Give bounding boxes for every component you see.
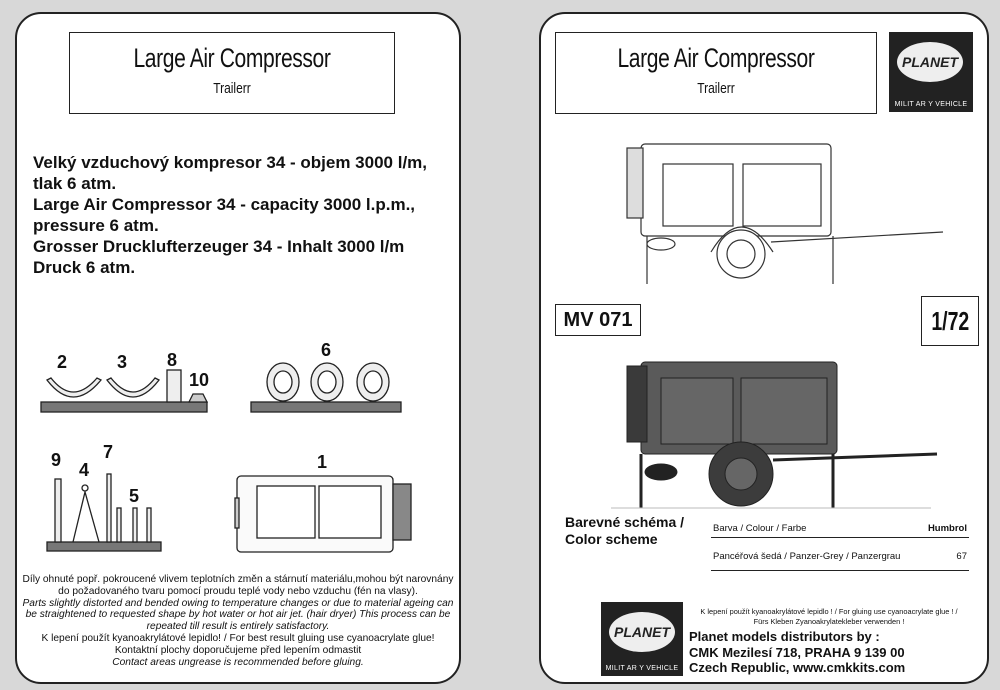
distributor-line: CMK Mezilesí 718, PRAHA 9 139 00 <box>689 644 905 660</box>
scale-value: 1/72 <box>931 306 969 336</box>
logo-text: PLANET <box>609 612 675 652</box>
description-line: Velký vzduchový kompresor 34 - objem 3000 l/m, <box>33 153 428 172</box>
parts-base-bar <box>41 402 207 412</box>
color-table-row <box>711 548 969 571</box>
line-drawing-side-view <box>627 144 943 284</box>
part-number: 8 <box>167 350 178 370</box>
distributor-line: Planet models distributors by : <box>689 629 880 644</box>
glue-note <box>681 607 977 627</box>
part-number: 9 <box>51 450 62 470</box>
note-glue: K lepení použít kyanoakrylátové lepidlo! / For best result gluing use cyanoacrylate glue! <box>41 632 435 644</box>
note-en: Parts slightly distorted and bended owing to temperature changes or due to material ageing can be straightened to requested shape by hot water or hot air jet. (hair dryer) This process can be repeated till result is entirely satisfactory. <box>22 597 454 633</box>
right-title: Large Air Compressor <box>617 43 815 73</box>
parts-base-bar <box>47 542 161 551</box>
header-humbrol: Humbrol <box>927 523 967 534</box>
color-table-header <box>711 520 969 538</box>
vehicle-drawings <box>541 14 987 682</box>
left-title: Large Air Compressor <box>133 43 331 73</box>
scheme-title-line: Barevné schéma / <box>565 514 685 530</box>
description-line: Grosser Drucklufterzeuger 34 - Inhalt 3000 l/m <box>33 237 405 256</box>
wheel-parts <box>267 363 389 401</box>
distributor-line: Czech Republic, www.cmkkits.com <box>689 660 906 675</box>
small-parts <box>55 474 151 542</box>
fender-part <box>47 378 101 397</box>
description-line: tlak 6 atm. <box>33 174 117 193</box>
description-line: Large Air Compressor 34 - capacity 3000 l.p.m., <box>33 195 416 214</box>
part-number: 4 <box>79 460 90 480</box>
kit-code: MV 071 <box>555 304 641 336</box>
note-cz-2: Kontaktní plochy doporučujeme před lepením odmastit <box>114 644 362 656</box>
humbrol-number: 67 <box>956 551 967 562</box>
part-number: 7 <box>103 442 114 462</box>
part-10 <box>189 394 207 402</box>
compressor-body-part <box>235 476 411 552</box>
note-en-2: Contact areas ungrease is recommended before gluing. <box>112 656 364 668</box>
glue-note-line: K lepení použít kyanoakrylátové lepidlo ! / For gluing use cyanoacrylate glue ! / <box>700 607 958 616</box>
part-number: 2 <box>57 352 68 372</box>
logo-strip: MILIT AR Y VEHICLE <box>605 665 679 672</box>
description-line: pressure 6 atm. <box>33 216 159 235</box>
part-8 <box>167 370 181 402</box>
vehicle-render <box>627 362 937 508</box>
part-number: 1 <box>317 452 328 472</box>
notes <box>21 574 455 668</box>
left-subtitle: Trailerr <box>213 80 251 97</box>
part-number: 10 <box>189 370 210 390</box>
note-cz: Díly ohnuté popř. pokroucené vlivem teplotních změn a stárnutí materiálu,mohou být narovnány do požadovaného tvaru pomocí proudu teplé vody nebo vzduchu (fén na vlasy). <box>22 574 454 597</box>
color-scheme-title <box>565 514 684 548</box>
description-line: Druck 6 atm. <box>33 258 136 277</box>
scale-box <box>921 296 979 346</box>
logo-text: PLANET <box>897 42 963 82</box>
planet-models-logo-bottom <box>601 602 683 676</box>
header-colour: Barva / Colour / Farbe <box>713 523 807 534</box>
logo-strip: MILIT AR Y VEHICLE <box>894 101 968 108</box>
fender-part <box>107 378 159 397</box>
colour-name: Pancéřová šedá / Panzer-Grey / Panzergrau <box>713 551 901 562</box>
parts-base-bar <box>251 402 401 412</box>
part-number: 5 <box>129 486 140 506</box>
distributor-info <box>689 629 905 676</box>
right-instruction-panel <box>539 12 989 684</box>
right-subtitle: Trailerr <box>697 80 735 97</box>
part-number: 6 <box>321 340 332 360</box>
scheme-title-line: Color scheme <box>565 531 658 547</box>
color-table <box>711 520 969 571</box>
glue-note-line: Fürs Kleben Zyanoakrylatekleber verwenden ! <box>753 617 905 626</box>
part-number: 3 <box>117 352 128 372</box>
left-instruction-panel <box>15 12 461 684</box>
